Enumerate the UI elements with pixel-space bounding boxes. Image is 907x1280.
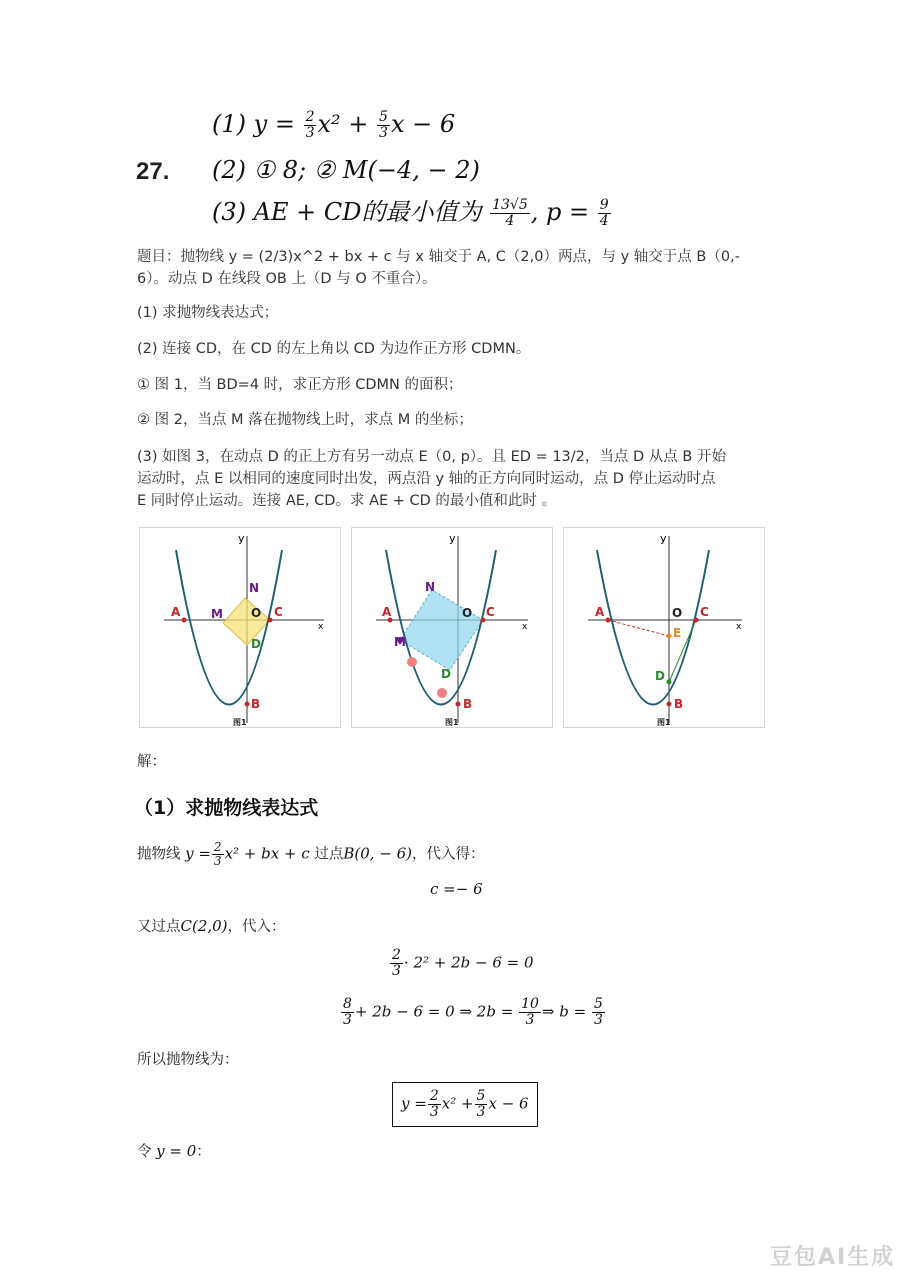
- label-d: D: [655, 669, 665, 683]
- solution-step-1: 抛物线 y = $\frac{2}{3}$ x² + bx + c 过点B(0, − 6)，代入得：: [137, 840, 485, 868]
- point-b: [456, 702, 461, 707]
- answer-line-3: (3) AE + CD的最小值为 $\frac{13√5}{4}$ , p = $\frac{9}{4}$: [212, 197, 609, 229]
- label-a: A: [382, 605, 392, 619]
- fraction: $\frac{5}{3}$: [476, 1088, 486, 1120]
- figure-1: [139, 527, 341, 728]
- figure-caption: 图1: [445, 718, 459, 727]
- fraction: $\frac{2}{3}$: [305, 109, 315, 141]
- label-d: D: [251, 637, 261, 651]
- answer-line-1: (1) y = $\frac{2}{3}$ x² + $\frac{5}{3}$ x − 6: [212, 109, 456, 141]
- question-3: (3) 如图 3，在动点 D 的正上方有另一动点 E（0, p）。且 ED = 13/2，当点 D 从点 B 开始 运动时，点 E 以相同的速度同时出发，两点沿 y 轴的正方向同时运动，点 D 停止运动时点 E 同时停止运动。连接 AE, CD。求 AE + CD 的最小值和此时 。: [137, 449, 726, 509]
- question-2a: ① 图 1，当 BD=4 时，求正方形 CDMN 的面积；: [137, 377, 463, 393]
- fraction: $\frac{2}{3}$: [392, 947, 401, 979]
- x-axis-label: x: [318, 622, 324, 632]
- figure-caption: 图1: [233, 718, 247, 727]
- fraction: $\frac{9}{4}$: [599, 197, 609, 229]
- watermark: 豆包AI生成: [770, 1245, 896, 1270]
- y-axis-label: y: [449, 532, 456, 545]
- problem-text: 题目：抛物线 y = (2/3)x^2 + bx + c 与 x 轴交于 A, C（2,0）两点，与 y 轴交于点 B（0,- 6）。动点 D 在线段 OB 上（D 与 O 不重合）。: [137, 249, 740, 287]
- point-d: [667, 680, 672, 685]
- label-c: C: [700, 605, 709, 619]
- figure-2: [351, 527, 553, 728]
- point-c: [694, 618, 699, 623]
- label-d: D: [441, 667, 451, 681]
- question-2: (2) 连接 CD，在 CD 的左上角以 CD 为边作正方形 CDMN。: [137, 341, 531, 357]
- x-axis-label: x: [522, 622, 528, 632]
- hint-dot: [437, 688, 447, 698]
- parabola: [597, 550, 709, 705]
- label-o: O: [251, 606, 262, 620]
- point-c: [481, 618, 486, 623]
- label-e: E: [673, 626, 682, 640]
- fraction: $\frac{2}{3}$: [213, 840, 222, 868]
- point-a: [182, 618, 187, 623]
- figure-caption: 图1: [657, 718, 671, 727]
- solution-step-2: 又过点C(2,0)，代入：: [137, 917, 286, 935]
- label-b: B: [463, 697, 473, 711]
- label-o: O: [462, 606, 473, 620]
- equation-2: $\frac{2}{3}$ · 2² + 2b − 6 = 0: [392, 947, 534, 979]
- fraction: $\frac{2}{3}$: [429, 1088, 439, 1120]
- question-1: (1) 求抛物线表达式；: [137, 305, 279, 321]
- section-heading: （1）求抛物线表达式: [134, 797, 319, 819]
- figure-3: [563, 527, 765, 728]
- y-axis-label: y: [238, 532, 245, 545]
- fraction: $\frac{13√5}{4}$: [492, 197, 528, 229]
- solution-label: 解：: [137, 754, 166, 770]
- y-axis-label: y: [660, 532, 667, 545]
- label-o: O: [672, 606, 683, 620]
- point-c: [268, 618, 273, 623]
- label-n: N: [425, 580, 436, 594]
- final-equation-box: y = $\frac{2}{3}$ x² + $\frac{5}{3}$ x − 6: [392, 1082, 538, 1127]
- point-a: [606, 618, 611, 623]
- point-e: [667, 634, 672, 639]
- label-b: B: [674, 697, 684, 711]
- label-c: C: [486, 605, 495, 619]
- fraction: $\frac{10}{3}$: [521, 996, 539, 1028]
- fraction: $\frac{5}{3}$: [379, 109, 388, 141]
- fraction: $\frac{8}{3}$: [343, 996, 352, 1028]
- label-m: M: [211, 607, 223, 621]
- segment-ae: [608, 620, 669, 636]
- equation-3: $\frac{8}{3}$ + 2b − 6 = 0 ⇒ 2b = $\frac{10}{3}$ ⇒ b = $\frac{5}{3}$: [343, 996, 603, 1028]
- x-axis-label: x: [736, 622, 742, 632]
- label-c: C: [274, 605, 283, 619]
- label-a: A: [595, 605, 605, 619]
- label-b: B: [251, 697, 261, 711]
- label-a: A: [171, 605, 181, 619]
- point-b: [245, 702, 250, 707]
- answer-line-2: (2) ① 8; ② M(−4, − 2): [212, 156, 480, 184]
- fraction: $\frac{5}{3}$: [593, 996, 603, 1028]
- label-n: N: [249, 581, 260, 595]
- hint-dot: [407, 657, 417, 667]
- question-number: 27.: [136, 158, 170, 185]
- equation-c: c =− 6: [430, 880, 483, 898]
- label-m: M: [394, 635, 406, 649]
- solution-step-3: 所以抛物线为：: [137, 1052, 239, 1068]
- point-b: [667, 702, 672, 707]
- solution-step-4: 令 y = 0：: [137, 1142, 211, 1160]
- question-2b: ② 图 2，当点 M 落在抛物线上时，求点 M 的坐标；: [137, 412, 473, 428]
